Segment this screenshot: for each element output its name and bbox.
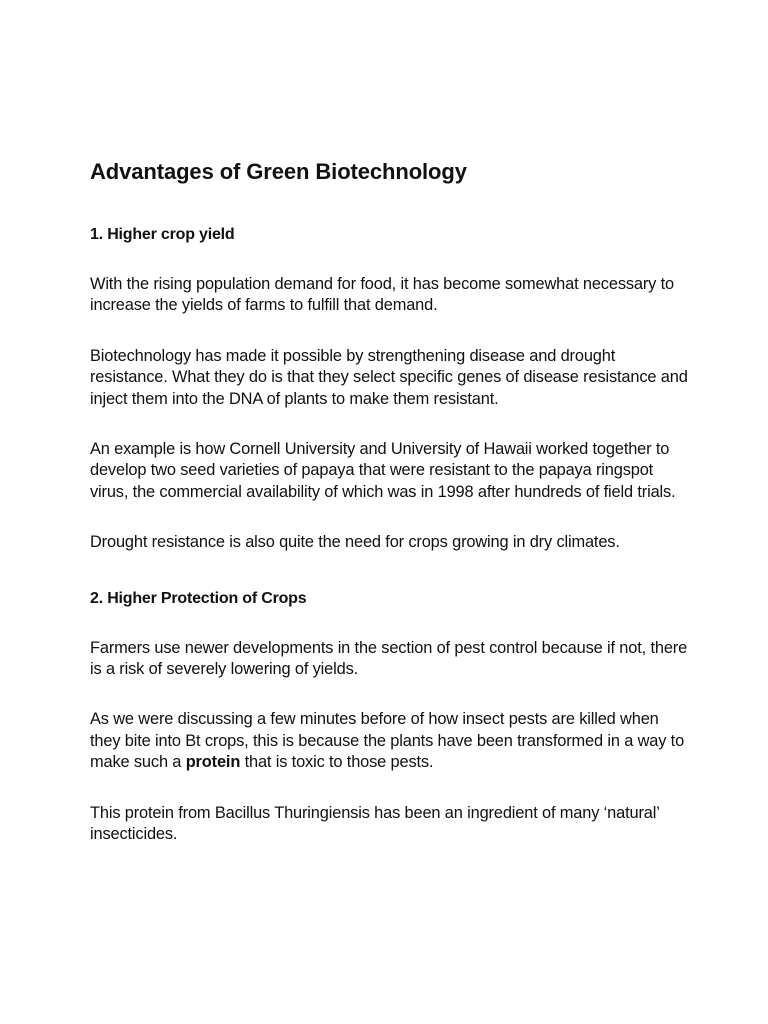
paragraph-bt-crops-text-start: As we were discussing a few minutes before of how insect pests are killed when they bite into Bt crops, this is because the plants have been transformed in a way to make such a <box>90 710 685 772</box>
document-body <box>90 158 690 875</box>
emphasis-protein: protein <box>185 753 241 772</box>
paragraph-population-demand: With the rising population demand for food, it has become somewhat necessary to increase the yields of farms to fulfill that demand. <box>90 275 674 315</box>
paragraph-papaya-example: An example is how Cornell University and University of Hawaii worked together to develop two seed varieties of papaya that were resistant to the papaya ringspot virus, the commercial availability of which was in 1998 after hundreds of field trials. <box>90 440 676 501</box>
paragraph-drought-resistance: Drought resistance is also quite the need for crops growing in dry climates. <box>90 533 620 552</box>
paragraph-bt-crops <box>90 709 690 773</box>
section-heading-higher-crop-yield: 1. Higher crop yield <box>90 226 235 243</box>
paragraph-bt-crops-text-end: that is toxic to those pests. <box>240 753 434 772</box>
section-heading-higher-protection: 2. Higher Protection of Crops <box>90 589 307 607</box>
paragraph-pest-control: Farmers use newer developments in the section of pest control because if not, there is a risk of severely lowering of yields. <box>90 638 688 679</box>
paragraph-bacillus-thuringiensis: This protein from Bacillus Thuringiensis has been an ingredient of many ‘natural’ insecticides. <box>90 803 660 844</box>
paragraph-disease-drought-resistance: Biotechnology has made it possible by strengthening disease and drought resistance. What they do is that they select specific genes of disease resistance and inject them into the DNA of plants to make them resistant. <box>90 346 688 408</box>
document-title: Advantages of Green Biotechnology <box>90 159 467 184</box>
